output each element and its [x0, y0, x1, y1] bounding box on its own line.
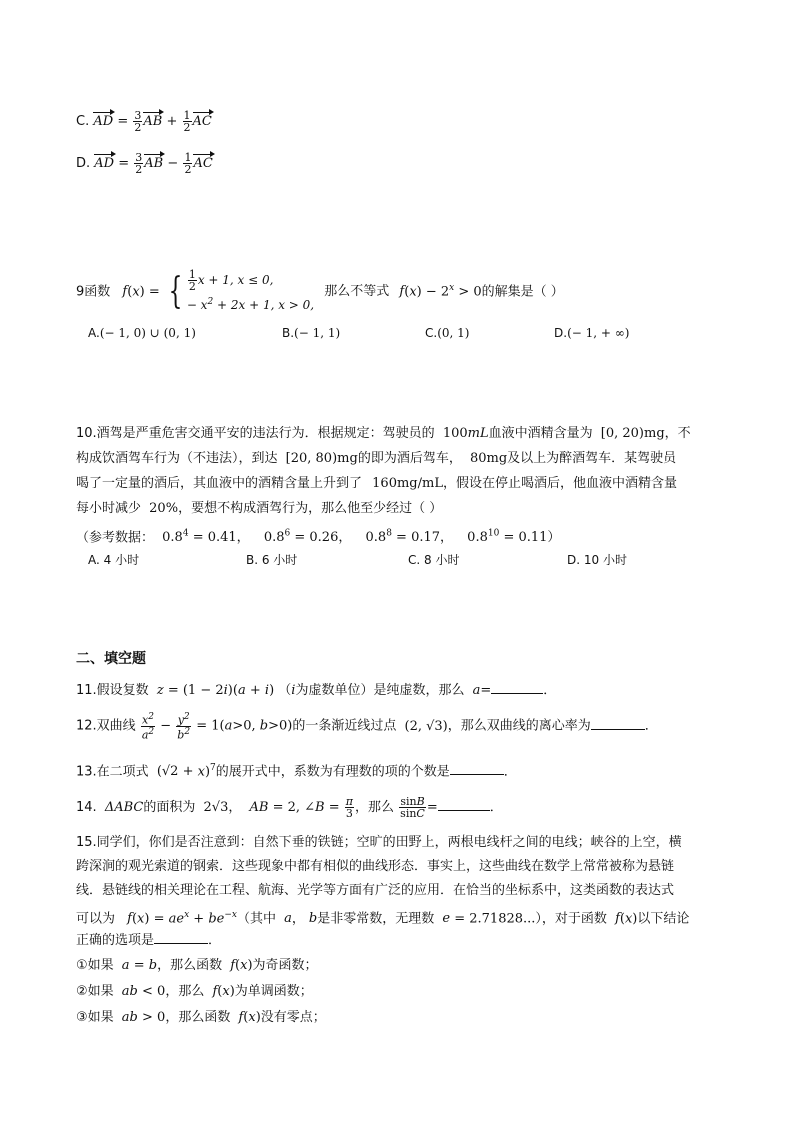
option-label: D.: [76, 156, 91, 171]
q10-line-2: 构成饮酒驾车行为（不违法），到达 [20, 80)mg的即为酒后驾车， 80mg及以上为醉酒驾车．某驾驶员: [76, 451, 677, 466]
q8-option-c: C. AD = $\frac{3}{2}$ AB + $\frac{1}{2}$ AC: [76, 109, 212, 134]
q10-option-c: C. 8 小时: [408, 553, 460, 567]
q15-line-3: 线．悬链线的相关理论在工程、航海、光学等方面有广泛的应用．在恰当的坐标系中，这类函数的表达式: [76, 883, 675, 898]
q10-option-d: D. 10 小时: [567, 553, 627, 567]
q15-line-2: 跨深涧的观光索道的钢索．这些现象中都有相似的曲线形态．事实上，这些曲线在数学上常常被称为悬链: [76, 859, 675, 874]
q13: 13.在二项式 $(√2 + x)^7$的展开式中，系数为有理数的项的个数是 ．: [76, 763, 517, 780]
q15-line-1: 15.同学们，你们是否注意到：自然下垂的铁链；空旷的田野上，两根电线杆之间的电线；峡谷的上空，横: [76, 835, 682, 850]
q15-item-1: ①如果 a = b，那么函数 f(x)为奇函数；: [76, 958, 318, 973]
q10-line-4: 每小时减少 20%，要想不构成酒驾行为，那么他至少经过（ ）: [76, 501, 443, 516]
option-label: C.: [76, 114, 90, 129]
q15-item-3: ③如果 ab > 0，那么函数 f(x)没有零点；: [76, 1010, 326, 1025]
q9-stem: 9函数 f(x) = { $\frac{1}{2}$ x + 1, x ≤ 0, − $x^2 + 2x + 1$, x > 0, 那么不等式 $f(x) - 2^x > 0$的解集是（ ）: [76, 268, 564, 315]
q15-line-4: 可以为 $f(x) = ae^x + be^{-x}$（其中 a， b是非零常数，无理数 e = 2.71828...），对于函数 f(x)以下结论: [76, 910, 690, 927]
answer-blank[interactable]: [450, 762, 504, 775]
q8-option-d: D. AD = $\frac{3}{2}$ AB − $\frac{1}{2}$ AC: [76, 151, 213, 176]
q10-reference: （参考数据： $0.8^4 = 0.41$， $0.8^6 = 0.26$， $0.8^8 = 0.17$， $0.8^{10} = 0.11$）: [76, 529, 561, 546]
answer-blank[interactable]: [491, 681, 543, 694]
piecewise-cases: $\frac{1}{2}$ x + 1, x ≤ 0, − $x^2 + 2x + 1$, x > 0,: [186, 267, 315, 312]
answer-blank[interactable]: [438, 798, 490, 811]
vector-ad: AD: [94, 154, 114, 174]
answer-blank[interactable]: [591, 717, 645, 730]
q9-option-c: C.(0, 1): [425, 326, 470, 340]
question-number: 9函数: [76, 284, 111, 300]
q10-line-1: 10.酒驾是严重危害交通平安的违法行为．根据规定：驾驶员的 100mL血液中酒精含量为 [0, 20)mg，不: [76, 426, 691, 441]
q10-option-a: A. 4 小时: [88, 553, 140, 567]
q15-item-2: ②如果 ab < 0，那么 f(x)为单调函数；: [76, 984, 313, 999]
q10-option-b: B. 6 小时: [246, 553, 298, 567]
vector-ab: AB: [144, 154, 163, 174]
q15-line-5: 正确的选项是 ．: [76, 933, 222, 948]
vector-ad: AD: [93, 112, 113, 132]
q9-option-a: A.(− 1, 0) ∪ (0, 1): [88, 326, 196, 340]
q14: 14. ΔABC的面积为 2√3， AB = 2, ∠B = $\frac{\pi}{3}$ ，那么 $\frac{\sin B}{\sin C}$ = ．: [76, 795, 503, 820]
section-heading: 二、填空题: [76, 651, 146, 667]
q11: 11.假设复数 z = (1 − 2i)(a + i) （i为虚数单位）是纯虚数，那么 a= ．: [76, 683, 557, 698]
vector-ac: AC: [193, 112, 212, 132]
q12: 12.双曲线 $\frac{x^2}{a^2}$ − $\frac{y^2}{b^2}$ = 1(a>0, b>0)的一条渐近线过点 (2, √3)，那么双曲线的离心率为 ．: [76, 712, 658, 742]
vector-ac: AC: [193, 154, 212, 174]
q10-line-3: 喝了一定量的酒后，其血液中的酒精含量上升到了 160mg/mL，假设在停止喝酒后，他血液中酒精含量: [76, 476, 677, 491]
answer-blank[interactable]: [154, 931, 208, 944]
q9-option-b: B.(− 1, 1): [282, 326, 341, 340]
vector-ab: AB: [143, 112, 162, 132]
q9-option-d: D.(− 1, + ∞): [554, 326, 630, 340]
